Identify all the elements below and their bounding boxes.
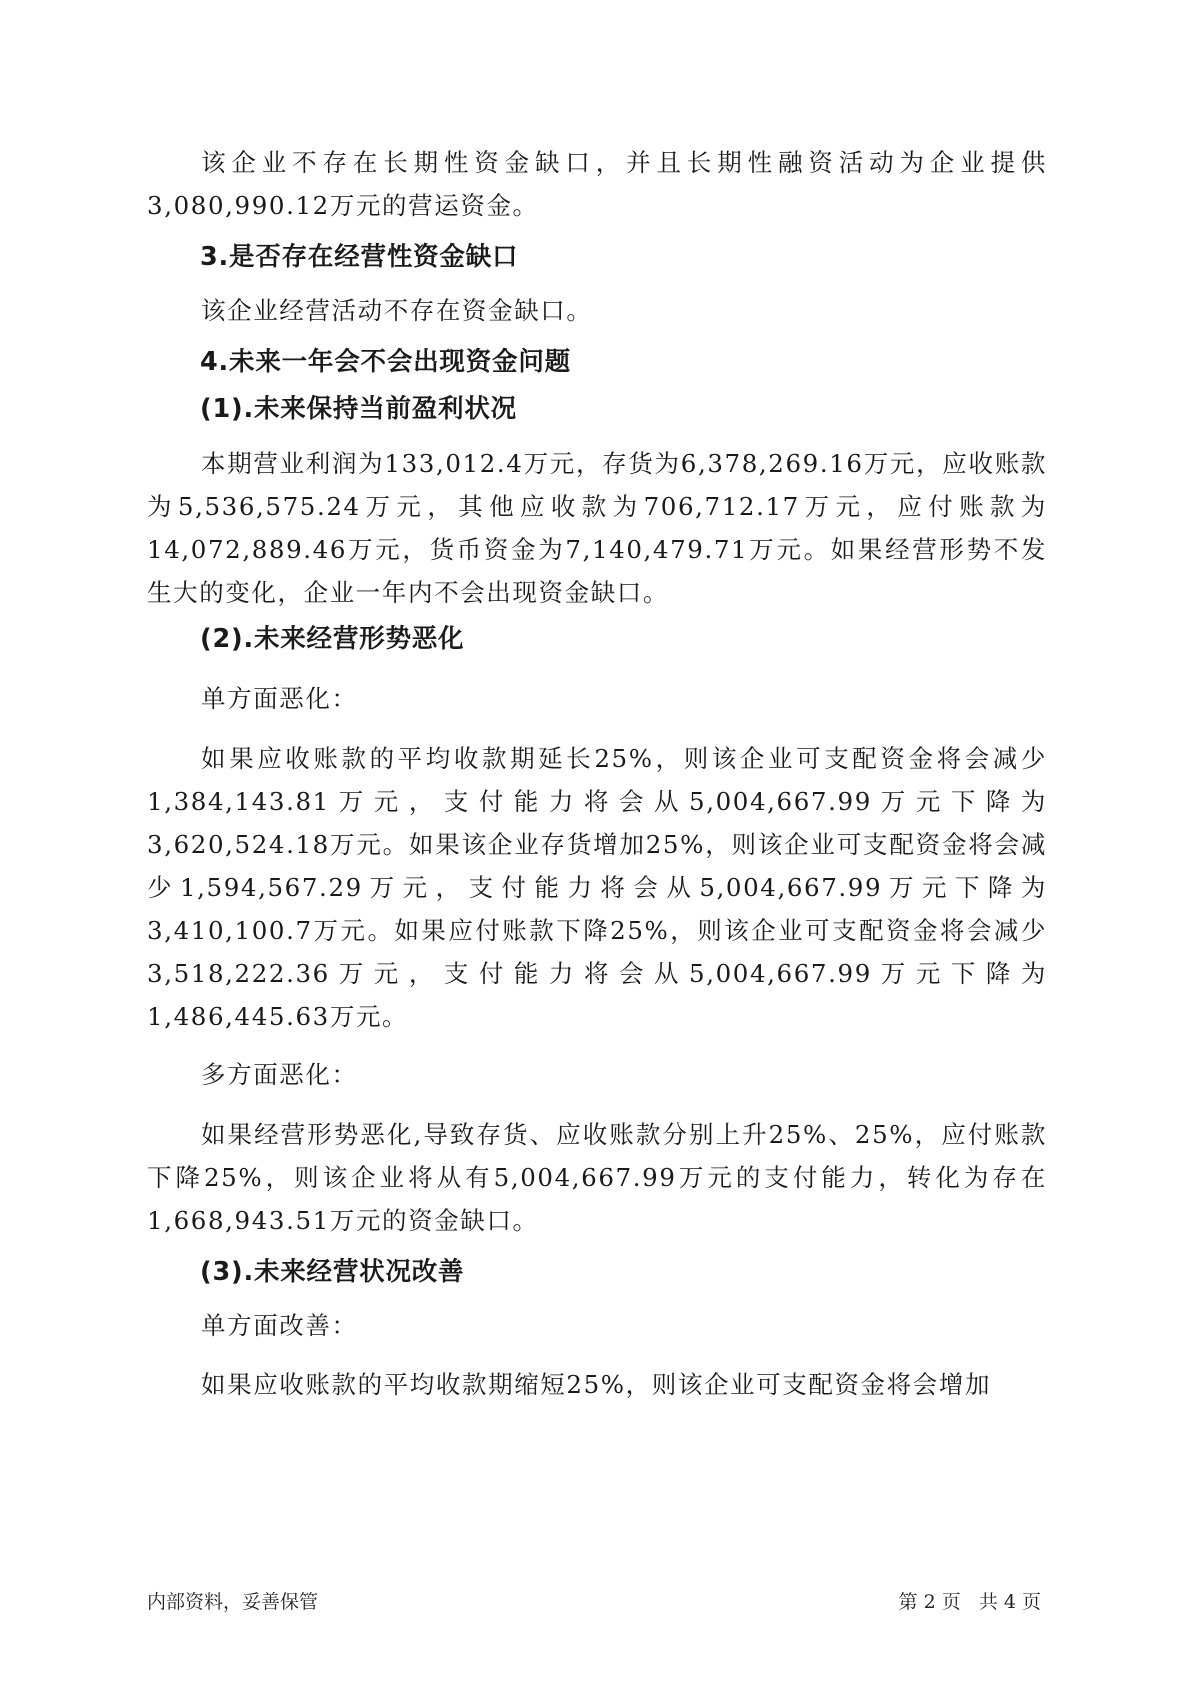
heading-next-year-funding: 4.未来一年会不会出现资金问题 (200, 347, 571, 377)
paragraph-multi-deterioration-label: 多方面恶化： (201, 1060, 358, 1089)
heading-operating-gap: 3.是否存在经营性资金缺口 (200, 242, 519, 272)
paragraph-multi-deterioration-detail: 如果经营形势恶化,导致存货、应收账款分别上升25%、25%，应付账款下降25%，则该企业将从有5,004,667.99万元的支付能力，转化为存在1,668,943.51万元的资金缺口。 (147, 1120, 1047, 1235)
subheading-improvement: (3).未来经营状况改善 (200, 1257, 465, 1287)
subheading-deterioration: (2).未来经营形势恶化 (200, 624, 465, 654)
paragraph-no-operating-gap: 该企业经营活动不存在资金缺口。 (201, 296, 593, 325)
subheading-keep-profit: (1).未来保持当前盈利状况 (200, 394, 517, 424)
footer-confidential-note: 内部资料，妥善保管 (147, 1591, 319, 1613)
paragraph-long-term-funding: 该企业不存在长期性资金缺口，并且长期性融资活动为企业提供3,080,990.12万元的营运资金。 (147, 148, 1047, 220)
paragraph-single-deterioration-label: 单方面恶化： (201, 684, 358, 713)
footer-page-number: 第 2 页 共 4 页 (898, 1591, 1041, 1613)
paragraph-single-improvement-label: 单方面改善： (201, 1311, 358, 1340)
paragraph-current-figures: 本期营业利润为133,012.4万元，存货为6,378,269.16万元，应收账款为5,536,575.24万元，其他应收款为706,712.17万元，应付账款为14,072,889.46万元，货币资金为7,140,479.71万元。如果经营形势不发生大的变化，企业一年内不会出现资金缺口。 (147, 449, 1047, 607)
paragraph-single-deterioration-detail: 如果应收账款的平均收款期延长25%，则该企业可支配资金将会减少1,384,143.81万元，支付能力将会从5,004,667.99万元下降为3,620,524.18万元。如果该企业存货增加25%，则该企业可支配资金将会减少1,594,567.29万元，支付能力将会从5,004,667.99万元下降为3,410,100.7万元。如果应付账款下降25%，则该企业可支配资金将会减少3,518,222.36万元，支付能力将会从5,004,667.99万元下降为1,486,445.63万元。 (147, 744, 1047, 1031)
paragraph-single-improvement-detail: 如果应收账款的平均收款期缩短25%，则该企业可支配资金将会增加 (201, 1370, 992, 1399)
